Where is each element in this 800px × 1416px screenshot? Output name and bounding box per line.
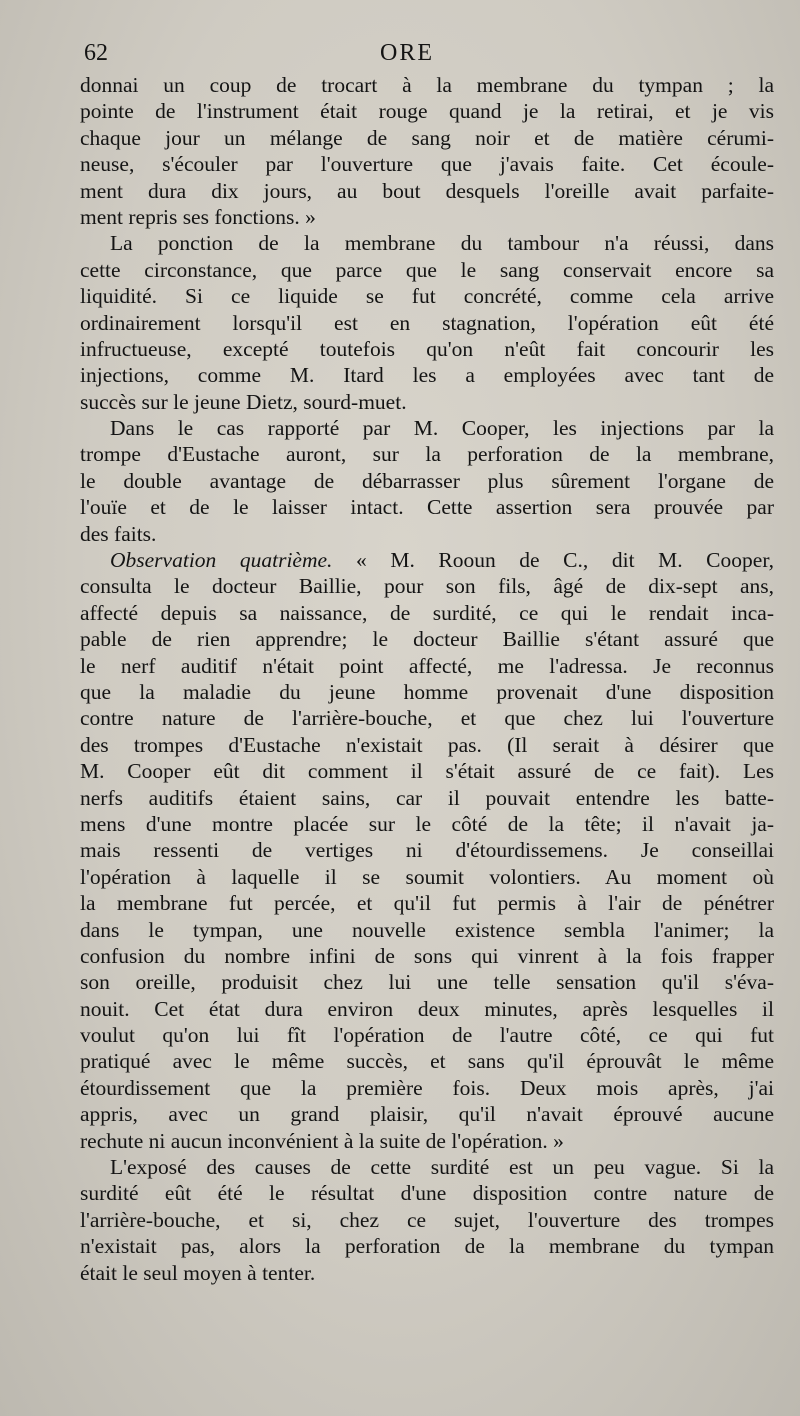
observation-heading: Observation quatrième. [110, 548, 333, 573]
text-line: nouit. Cet état dura environ deux minutes, après lesquelles il [80, 996, 774, 1021]
text-line: voulut qu'on lui fît l'opération de l'autre côté, ce qui fut [80, 1023, 774, 1048]
text-line: succès sur le jeune Dietz, sourd-muet. [80, 389, 407, 414]
text-line: appris, avec un grand plaisir, qu'il n'avait éprouvé aucune [80, 1102, 774, 1127]
text-line: neuse, s'écouler par l'ouverture que j'avais faite. Cet écoule- [80, 152, 774, 177]
text-line: rechute ni aucun inconvénient à la suite de l'opération. » [80, 1128, 564, 1153]
text-line: confusion du nombre infini de sons qui vinrent à la fois frapper [80, 943, 774, 968]
text-line: mais ressenti de vertiges ni d'étourdissemens. Je conseillai [80, 838, 774, 863]
text-line: pratiqué avec le même succès, et sans qu'il éprouvât le même [80, 1049, 774, 1074]
text-line: mens d'une montre placée sur le côté de la tête; il n'avait ja- [80, 811, 774, 836]
text-line: le nerf auditif n'était point affecté, me l'adressa. Je reconnus [80, 653, 774, 678]
text-line: des trompes d'Eustache n'existait pas. (Il serait à désirer que [80, 732, 774, 757]
text-line: La ponction de la membrane du tambour n'a réussi, dans [110, 231, 774, 256]
text-line: Dans le cas rapporté par M. Cooper, les injections par la [110, 416, 774, 441]
text-line: l'ouïe et de le laisser intact. Cette assertion sera prouvée par [80, 495, 774, 520]
text-line: étourdissement que la première fois. Deux mois après, j'ai [80, 1075, 774, 1100]
text-line: l'opération à laquelle il se soumit volontiers. Au moment où [80, 864, 774, 889]
text-line: ment repris ses fonctions. » [80, 204, 316, 229]
text-line: n'existait pas, alors la perforation de la membrane du tympan [80, 1234, 774, 1259]
text-span: « M. Rooun de C., dit M. Cooper, [332, 548, 774, 573]
text-line: dans le tympan, une nouvelle existence sembla l'animer; la [80, 917, 774, 942]
text-line: son oreille, produisit chez lui une telle sensation qu'il s'éva- [80, 970, 774, 995]
page-header [82, 40, 772, 74]
text-line: injections, comme M. Itard les a employées avec tant de [80, 363, 774, 388]
page-number: 62 [84, 40, 108, 66]
text-line: contre nature de l'arrière-bouche, et que chez lui l'ouverture [80, 706, 774, 731]
text-line: était le seul moyen à tenter. [80, 1260, 316, 1285]
text-line: L'exposé des causes de cette surdité est un peu vague. Si la [110, 1155, 774, 1180]
text-line: liquidité. Si ce liquide se fut concrété, comme cela arrive [80, 284, 774, 309]
text-line: nerfs auditifs étaient sains, car il pouvait entendre les batte- [80, 785, 774, 810]
text-line: consulta le docteur Baillie, pour son fils, âgé de dix-sept ans, [80, 574, 774, 599]
text-line: surdité eût été le résultat d'une disposition contre nature de [80, 1181, 774, 1206]
text-line: ordinairement lorsqu'il est en stagnation, l'opération eût été [80, 310, 774, 335]
text-line: pointe de l'instrument était rouge quand je la retirai, et je vis [80, 99, 774, 124]
text-line: affecté depuis sa naissance, de surdité, ce qui le rendait inca- [80, 600, 774, 625]
running-head: ORE [380, 40, 434, 66]
text-line: que la maladie du jeune homme provenait d'une disposition [80, 679, 774, 704]
text-line: pable de rien apprendre; le docteur Baillie s'étant assuré que [80, 627, 774, 652]
text-line: des faits. [80, 521, 157, 546]
text-line: donnai un coup de trocart à la membrane du tympan ; la [80, 73, 774, 97]
text-line: infructueuse, excepté toutefois qu'on n'eût fait concourir les [80, 336, 774, 361]
text-line: l'arrière-bouche, et si, chez ce sujet, l'ouverture des trompes [80, 1207, 774, 1232]
body-text [80, 72, 774, 1286]
text-line: M. Cooper eût dit comment il s'était assuré de ce fait). Les [80, 759, 774, 784]
text-line [80, 547, 774, 573]
text-line: le double avantage de débarrasser plus sûrement l'organe de [80, 468, 774, 493]
text-line: chaque jour un mélange de sang noir et de matière cérumi- [80, 125, 774, 150]
text-line: la membrane fut percée, et qu'il fut permis à l'air de pénétrer [80, 891, 774, 916]
text-line: cette circonstance, que parce que le sang conservait encore sa [80, 257, 774, 282]
text-line: ment dura dix jours, au bout desquels l'oreille avait parfaite- [80, 178, 774, 203]
text-line: trompe d'Eustache auront, sur la perforation de la membrane, [80, 442, 774, 467]
